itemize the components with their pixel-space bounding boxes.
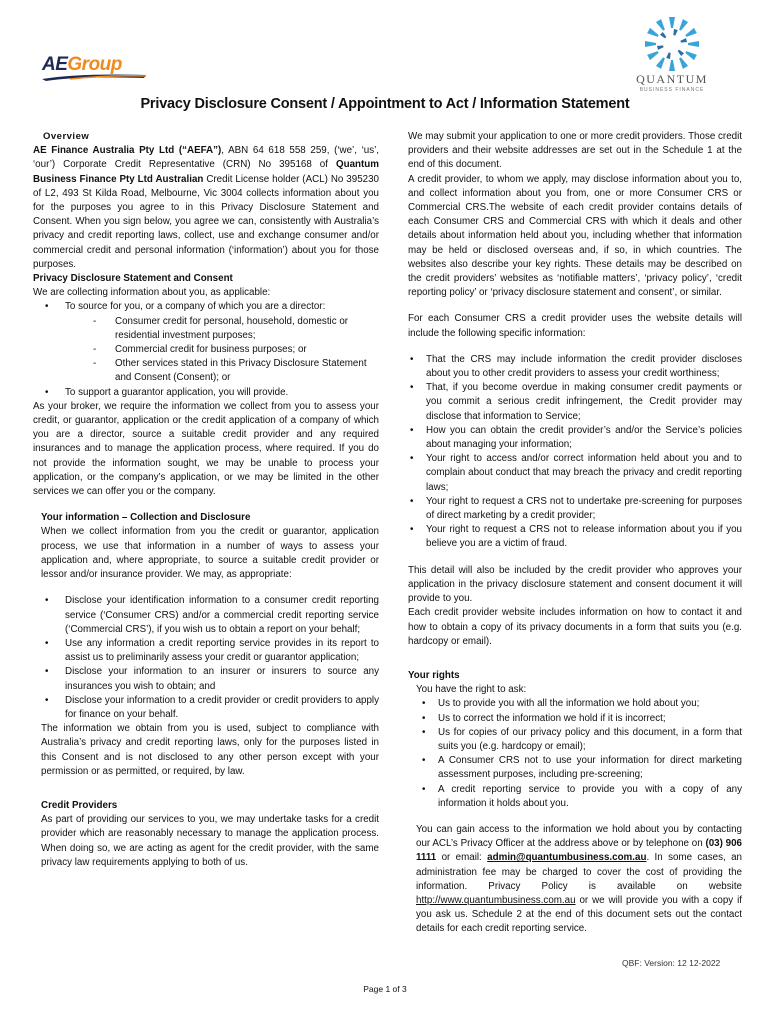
list-item: • Us to provide you with all the information we hold about you; bbox=[408, 697, 742, 711]
list-item: • To support a guarantor application, you will provide. bbox=[33, 386, 379, 400]
collecting-text: We are collecting information about you, as applicable: bbox=[33, 287, 271, 299]
list-item: • Us for copies of our privacy policy and this document, in a form that suits you (e.g. hardcopy or email); bbox=[408, 726, 742, 754]
list-item: • To source for you, or a company of which you are a director: bbox=[33, 300, 379, 314]
list-item: • A credit reporting service to provide you with a copy of any information it holds about you. bbox=[408, 783, 742, 811]
credit-providers-paragraph: As part of providing our services to you, we may undertake tasks for a credit provider which are reasonably necessary to manage the application process. When doing so, we are acting as agent for the credit provider, with the same privacy law requirements applying to both of us. bbox=[41, 814, 379, 868]
list-item: - Consumer credit for personal, household, domestic or residential investment purposes; bbox=[87, 315, 379, 343]
access-text-3: . In some cases, an administration fee may be charged to cover the cost of providing the information. Privacy Policy is available on website bbox=[416, 852, 743, 892]
version-label: QBF: Version: 12 12-2022 bbox=[622, 958, 721, 968]
left-column bbox=[33, 130, 379, 870]
page-number: Page 1 of 3 bbox=[363, 984, 407, 994]
email-link[interactable]: admin@quantumbusiness.com.au bbox=[487, 852, 647, 864]
your-rights-heading: Your rights bbox=[408, 669, 460, 681]
your-information-heading: Your information – Collection and Disclosure bbox=[41, 512, 251, 524]
entity-name: AE Finance Australia Pty Ltd (“AEFA”) bbox=[33, 145, 222, 157]
guarantor-list bbox=[33, 386, 379, 400]
list-item: • Your right to access and/or correct information held about you and to complain about conduct that may breach the privacy and credit reporting laws; bbox=[408, 452, 742, 495]
overview-heading: Overview bbox=[43, 131, 90, 142]
list-item: • How you can obtain the credit provider’s and/or the Service’s policies about managing your information; bbox=[408, 424, 742, 452]
phone-number: (03) 906 1111 bbox=[416, 838, 742, 864]
ae-logo-group: Group bbox=[67, 54, 122, 75]
each-credit-provider-paragraph: Each credit provider website includes information on how to contact it and how to obtain a copy of its privacy documents in a form that suits you (e.g. hardcopy or email). bbox=[408, 607, 742, 647]
intro-text-1: , ABN 64 618 558 259, (‘we’, ‘us’, ‘our’) Corporate Credit Representative (CRN) No 395168 of bbox=[33, 145, 379, 171]
quantum-logo-subtitle: BUSINESS FINANCE bbox=[639, 87, 705, 93]
quantum-logo-name: QUANTUM bbox=[636, 72, 708, 86]
obtain-paragraph: The information we obtain from you is used, subject to compliance with Australia’s privacy and credit reporting laws, only for the purposes listed in this Consent and is not disclosed to any other person except with your permission or as permitted, or required, by law. bbox=[41, 723, 379, 777]
list-item: - Other services stated in this Privacy Disclosure Statement and Consent (Consent); or bbox=[87, 357, 379, 385]
list-item: • Disclose your information to a credit provider or credit providers to apply for finance on your behalf. bbox=[33, 694, 379, 722]
detail-paragraph: This detail will also be included by the credit provider who approves your application in the privacy disclosure statement and consent document it will provide to you. bbox=[408, 564, 742, 605]
ae-group-logo bbox=[40, 52, 150, 82]
list-item: - Commercial credit for business purposes; or bbox=[87, 343, 379, 357]
pdsc-heading: Privacy Disclosure Statement and Consent bbox=[33, 273, 233, 285]
rights-intro: You have the right to ask: bbox=[416, 684, 527, 696]
access-paragraph bbox=[408, 823, 742, 937]
broker-paragraph: As your broker, we require the information we collect from you to assess your credit, or guarantor, application or the credit application of a company of which you are a director, source a suitable credit provider and any required insurances and to manage the application process, where required. If you do not provide the information sought, we may be unable to process your application, or the company’s application, or we may be limited in the other services we can offer you or the company. bbox=[33, 400, 379, 498]
ae-logo-swoosh-icon bbox=[40, 72, 148, 82]
quantum-entity-name: Quantum Business Finance Pty Ltd Australian bbox=[33, 159, 379, 185]
list-item: • Use any information a credit reporting service provides in its report to assist us to preliminarily assess your credit or guarantor application; bbox=[33, 637, 379, 665]
each-crs-paragraph: For each Consumer CRS a credit provider uses the website details will include the following specific information: bbox=[408, 313, 742, 339]
credit-type-list bbox=[33, 315, 379, 386]
list-item: • Your right to request a CRS not to release information about you if you believe you are a victim of fraud. bbox=[408, 523, 742, 551]
list-item: • That, if you become overdue in making consumer credit payments or you commit a serious credit infringement, the Credit provider may disclose that information to Service; bbox=[408, 381, 742, 424]
list-item: • Us to correct the information we hold if it is incorrect; bbox=[408, 712, 742, 726]
right-column bbox=[408, 130, 742, 937]
crs-info-list bbox=[408, 353, 742, 552]
credit-providers-heading: Credit Providers bbox=[41, 799, 118, 811]
access-text-2: or email: bbox=[436, 852, 488, 864]
website-link[interactable]: http://www.quantumbusiness.com.au bbox=[416, 894, 576, 906]
quantum-logo bbox=[622, 14, 722, 98]
ae-logo-ae: AE bbox=[42, 54, 68, 75]
access-text-1: You can gain access to the information we hold about you by contacting our ACL’s Privacy Officer at the address above or by telephone on bbox=[416, 823, 742, 850]
document-title: Privacy Disclosure Consent / Appointment to Act / Information Statement bbox=[140, 96, 630, 112]
list-item: • Your right to request a CRS not to undertake pre-screening for purposes of direct marketing by a credit provider; bbox=[408, 495, 742, 523]
list-item: • A Consumer CRS not to use your information for direct marketing assessment purposes, including pre-screening; bbox=[408, 754, 742, 782]
access-text-4: or we will provide you with a copy if you ask us. Schedule 2 at the end of this document sets out the contact details for each credit reporting service. bbox=[416, 894, 742, 935]
intro-paragraph bbox=[33, 144, 379, 272]
quantum-starburst-icon bbox=[640, 14, 704, 74]
list-item: • Disclose your identification information to a consumer credit reporting service (‘Consumer CRS) and/or a commercial credit reporting service (‘Commercial CRS’), if you wish us to obtain a report on your behalf; bbox=[33, 594, 379, 637]
your-information-paragraph: When we collect information from you the credit or guarantor, application process, we use that information in a number of ways to assess your application and, where appropriate, to source a suitable credit provider or lessor and/or insurance provider. We may, as appropriate: bbox=[41, 526, 379, 581]
list-item: • That the CRS may include information the credit provider discloses about you to other credit providers to assess your credit worthiness; bbox=[408, 353, 742, 381]
list-item: • Disclose your information to an insurer or insurers to source any insurances you wish to obtain; and bbox=[33, 665, 379, 693]
rights-list bbox=[408, 697, 742, 811]
submit-paragraph: We may submit your application to one or more credit providers. Those credit providers and their website addresses are set out in the Schedule 1 at the end of this document. bbox=[408, 131, 742, 171]
credit-provider-crs-paragraph: A credit provider, to whom we apply, may disclose information about you to, and collect information about you from, one or more Consumer CRS or Commercial CRS.The website of each credit provider contains details of each Consumer CRS and Commercial CRS with which it deals and other details about information held about you, including whether that information may be held or disclosed overseas and, if so, in which countries. The websites also describe your key rights. These details may be described on the credit providers’ websites as ‘notifiable matters’, ‘privacy policy’, ‘credit reporting policy’ or ‘privacy disclosure statement and consent’, or similar. bbox=[408, 173, 742, 299]
intro-text-2: Credit License holder (ACL) No 395230 of L2, 493 St Kilda Road, Melbourne, Vic 3004 collects information about you for the purposes you agree to in this Privacy Disclosure Statement and Consent. When you sign below, you agree we can, consistently with Australia’s privacy and credit reporting laws, collect, use and exchange consumer and/or commercial credit and personal information (‘information’) about you for those purposes. bbox=[33, 173, 379, 270]
source-list bbox=[33, 300, 379, 314]
disclose-list bbox=[33, 594, 379, 722]
